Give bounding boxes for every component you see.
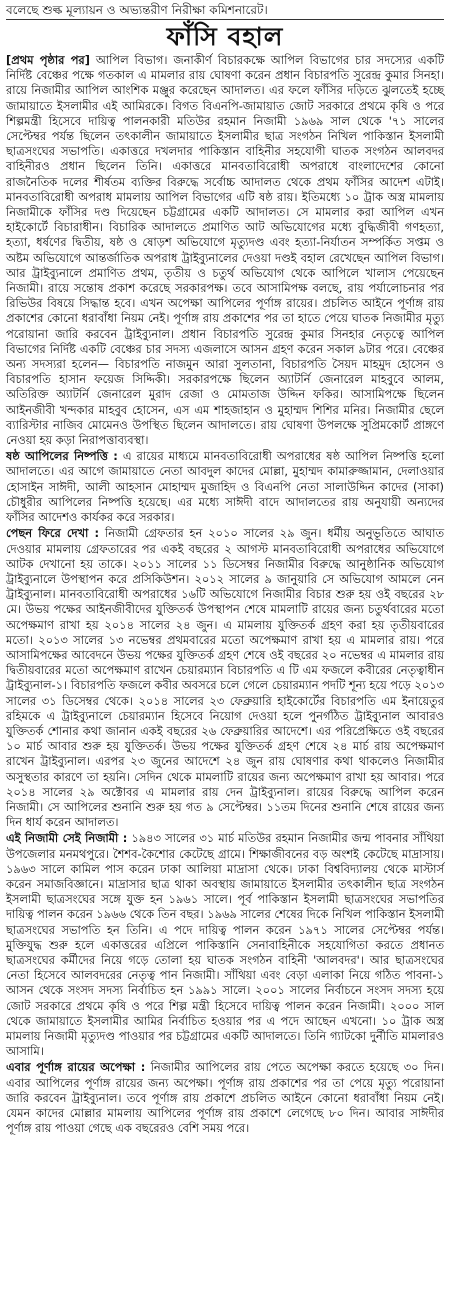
- subheading: পেছন ফিরে দেখা :: [6, 526, 100, 541]
- paragraph-text: নিজামী গ্রেফতার হন ২০১০ সালের ২৯ জুন। ধর্মীয় অনুভূতিতে আঘাত দেওয়ার মামলায় গ্রেফতারের পর একই বছরের ২ আগস্ট মানবতাবিরোধী অপরাধের অভিযোগে আটক দেখানো হয় তাকে। ২০১১ সালের ১১ ডিসেম্বর নিজামীর বিরুদ্ধে আনুষ্ঠানিক অভিযোগ ট্রাইব্যুনালে উপস্থাপন করে প্রসিকিউশন। ২০১২ সালের ৯ জানুয়ারি সে অভিযোগ আমলে নেন ট্রাইব্যুনাল। মানবতাবিরোধী অপরাধের ১৬টি অভিযোগে নিজামীর বিচার শুরু হয় ওই বছরের ২৮ মে। উভয় পক্ষের আইনজীবীদের যুক্তিতর্ক উপস্থাপন শেষে মামলাটি রায়ের জন্য চতুর্থবারের মতো অপেক্ষমাণ রাখা হয় ২০১৪ সালের ২৪ জুন। এ মামলায় যুক্তিতর্ক গ্রহণ করা হয় তৃতীয়বারের মতো। ২০১৩ সালের ১৩ নভেম্বর প্রথমবারের মতো অপেক্ষমাণ রাখা হয় এ মামলার রায়। পরে আসামিপক্ষের আবেদনে উভয় পক্ষের যুক্তিতর্ক গ্রহণ শেষে ওই বছরের ২০ নভেম্বর এ মামলার রায় দ্বিতীয়বারের মতো অপেক্ষমাণ রাখেন চেয়ারম্যান বিচারপতি এ টি এম ফজলে কবীরের নেতৃত্বাধীন ট্রাইব্যুনাল-১। বিচারপতি ফজলে কবীর অবসরে চলে গেলে চেয়ারম্যান পদটি শূন্য হয়ে পড়ে ২০১৩ সালের ৩১ ডিসেম্বর থেকে। ২০১৪ সালের ২৩ ফেব্রুয়ারি হাইকোর্টের বিচারপতি এম ইনায়েতুর রহিমকে এ ট্রাইব্যুনালে চেয়ারম্যান হিসেবে নিয়োগ দেওয়া হলে পুনর্গঠিত ট্রাইব্যুনাল আবারও যুক্তিতর্ক শোনার কথা জানান একই বছরের ২৬ ফেব্রুয়ারির আদেশে। এর পরিপ্রেক্ষিতে ওই বছরের ১০ মার্চ আবার শুরু হয় যুক্তিতর্ক। উভয় পক্ষের যুক্তিতর্ক গ্রহণ শেষে ২৪ মার্চ রায় অপেক্ষমাণ রাখেন ট্রাইব্যুনাল। এরপর ২৩ জুনের আদেশে ২৪ জুন রায় ঘোষণার কথা থাকলেও নিজামীর অসুস্থতার কারণে তা হয়নি। সেদিন থেকে মামলাটি রায়ের জন্য অপেক্ষমাণ রাখা হয় আবার। পরে ২০১৪ সালের ২৯ অক্টোবর এ মামলার রায় দেন ট্রাইব্যুনাল। রায়ের বিরুদ্ধে আপিল করেন নিজামী। সে আপিলের শুনানি শুরু হয় গত ৯ সেপ্টেম্বর। ১১তম দিনের শুনানি শেষে রায়ের জন্য দিন ধার্য করেন আদালত।: [6, 526, 444, 830]
- paragraph-text: ১৯৪৩ সালের ৩১ মার্চ মতিউর রহমান নিজামীর জন্ম পাবনার সাঁথিয়া উপজেলার মনমথপুরে। শৈশব-কৈশোর কেটেছে গ্রামে। শিক্ষাজীবনের বড় অংশই কেটেছে মাদ্রাসায়। ১৯৬৩ সালে কামিল পাস করেন ঢাকা আলিয়া মাদ্রাসা থেকে। ঢাকা বিশ্ববিদ্যালয় থেকে মাস্টার্স করেন সমাজবিজ্ঞানে। মাদ্রাসার ছাত্র থাকা অবস্থায় জামায়াতে ইসলামীর তৎকালীন ছাত্র সংগঠন ইসলামী ছাত্রসংঘের সঙ্গে যুক্ত হন ১৯৬১ সালে। পূর্ব পাকিস্তান ইসলামী ছাত্রসংঘের সভাপতির দায়িত্ব পালন করেন ১৯৬৬ থেকে তিন বছর। ১৯৬৯ সালের শেষের দিকে নিখিল পাকিস্তান ইসলামী ছাত্রসংঘের সভাপতি হন তিনি। এ পদে দায়িত্ব পালন করেন ১৯৭১ সালের সেপ্টেম্বর পর্যন্ত। মুক্তিযুদ্ধ শুরু হলে একাত্তরের এপ্রিলে পাকিস্তানি সেনাবাহিনীকে সহযোগিতা করতে প্রধানত ছাত্রসংঘের কর্মীদের নিয়ে গড়ে তোলা হয় ঘাতক সংগঠন বাহিনী 'আলবদর'। আর ছাত্রসংঘের নেতা হিসেবে আলবদরের নেতৃত্ব পান নিজামী। সাঁথিয়া এবং বেড়া এলাকা নিয়ে গঠিত পাবনা-১ আসন থেকে সংসদ সদস্য নির্বাচিত হন ১৯৯১ সালে। ২০০১ সালের নির্বাচনে সংসদ সদস্য হয়ে জোট সরকারে প্রথমে কৃষি ও পরে শিল্প মন্ত্রী হিসেবে দায়িত্ব পালন করেন নিজামী। ২০০০ সাল থেকে জামায়াতে ইসলামীর আমির নির্বাচিত হওয়ার পর এ পদে আছেন এখনো। ১০ ট্রাক অস্ত্র মামলায় নিজামী মৃত্যুদণ্ড পাওয়ার পর চট্টগ্রামের একটি আদালতে। তিনি গ্যাটকো দুর্নীতি মামলারও আসামি।: [6, 831, 444, 1059]
- subheading: ষষ্ঠ আপিলের নিষ্পত্তি :: [6, 449, 118, 464]
- continued-from-label: [প্রথম পৃষ্ঠার পর]: [6, 53, 90, 67]
- subheading: এবার পূর্ণাঙ্গ রায়ের অপেক্ষা :: [6, 1060, 146, 1075]
- article-paragraph: [6, 831, 444, 1059]
- article-paragraph: [6, 53, 444, 448]
- paragraph-text: এ রায়ের মাধ্যমে মানবতাবিরোধী অপরাধের ষষ্ঠ আপিল নিষ্পত্তি হলো আদালতে। এর আগে জামায়াতে নেতা আবদুল কাদের মোল্লা, মুহাম্মদ কামারুজ্জামান, দেলাওয়ার হোসাইন সাঈদী, আলী আহসান মোহাম্মদ মুজাহিদ ও বিএনপি নেতা সালাউদ্দিন কাদের (সাকা) চৌধুরীর আপিলের নিষ্পত্তি হয়েছে। এর মধ্যে সাঈদী বাদে আদালতের রায় অনুযায়ী অন্যদের ফাঁসির আদেশও কার্যকর করে সরকার।: [6, 449, 445, 525]
- article-paragraph: [6, 1060, 444, 1136]
- article-paragraph: [6, 449, 444, 525]
- subheading: এই নিজামী সেই নিজামী :: [6, 831, 128, 846]
- paragraph-text: আপিল বিভাগ। জনাকীর্ণ বিচারকক্ষে আপিল বিভাগের চার সদস্যের একটি নির্দিষ্ট বেঞ্চের পক্ষে গতকাল এ মামলার রায় ঘোষণা করেন প্রধান বিচারপতি সুরেন্দ্র কুমার সিনহা। রায়ে নিজামীর আপিল আংশিক মঞ্জুর করেছেন আদালত। এর ফলে ফাঁসির দড়িতে ঝুলতেই হচ্ছে জামায়াতে ইসলামীর এই আমিরকে। বিগত বিএনপি-জামায়াত জোট সরকারে প্রথমে কৃষি ও পরে শিল্পমন্ত্রী হিসেবে দায়িত্ব পালনকারী মতিউর রহমান নিজামী ১৯৬৯ সাল থেকে '৭১ সালের সেপ্টেম্বর পর্যন্ত ছিলেন তৎকালীন জামায়াতে ইসলামীর ছাত্র সংগঠন নিখিল পাকিস্তান ইসলামী ছাত্রসংঘের সভাপতি। একাত্তরে দখলদার পাকিস্তান বাহিনীর সহযোগী ঘাতক সংগঠন আলবদর বাহিনীরও প্রধান ছিলেন তিনি। একাত্তরে মানবতাবিরোধী অপরাধে বাংলাদেশের কোনো রাজনৈতিক দলের শীর্ষতম ব্যক্তির বিরুদ্ধে সর্বোচ্চ আদালত থেকে প্রথম ফাঁসির আদেশ এটাই। মানবতাবিরোধী অপরাধ মামলায় আপিল বিভাগের এটি ষষ্ঠ রায়। ইতিমধ্যে ১০ ট্রাক অস্ত্র মামলায় নিজামীকে ফাঁসির দণ্ড দিয়েছেন চট্টগ্রামের একটি আদালত। সে মামলার করা আপিল এখন হাইকোর্টে বিচারাধীন। বিচারিক আদালতে প্রমাণিত আট অভিযোগের মধ্যে বুদ্ধিজীবী গণহত্যা, হত্যা, ধর্ষণের দ্বিতীয়, ষষ্ঠ ও ষোড়শ অভিযোগে মৃত্যুদণ্ড এবং হত্যা-নির্যাতন সম্পর্কিত সপ্তম ও অষ্টম অভিযোগে আন্তর্জাতিক অপরাধ ট্রাইব্যুনালের দেওয়া দণ্ডই বহাল রেখেছেন আপিল বিভাগ। আর ট্রাইব্যুনালে প্রমাণিত প্রথম, তৃতীয় ও চতুর্থ অভিযোগ থেকে আপিলে খালাস পেয়েছেন নিজামী। রায়ে সন্তোষ প্রকাশ করেছে সরকারপক্ষ। তবে আসামিপক্ষ বলছে, রায় পর্যালোচনার পর রিভিউর বিষয়ে সিদ্ধান্ত হবে। এখন অপেক্ষা আপিলের পূর্ণাঙ্গ রায়ের। প্রচলিত আইনে পূর্ণাঙ্গ রায় প্রকাশের কোনো ধরাবাঁধা নিয়ম নেই। পূর্ণাঙ্গ রায় প্রকাশের পর তা হাতে পেয়ে ঘাতক নিজামীর মৃত্যু পরোয়ানা জারি করবেন ট্রাইব্যুনাল। প্রধান বিচারপতি সুরেন্দ্র কুমার সিনহার নেতৃত্বে আপিল বিভাগের নির্দিষ্ট একটি বেঞ্চের চার সদস্য এজলাসে আসন গ্রহণ করেন সকাল ৯টার পরে। বেঞ্চের অন্য সদস্যরা হলেন— বিচারপতি নাজমুন আরা সুলতানা, বিচারপতি সৈয়দ মাহমুদ হোসেন ও বিচারপতি হাসান ফয়েজ সিদ্দিকী। সরকারপক্ষে ছিলেন অ্যাটর্নি জেনারেল মাহবুবে আলম, অতিরিক্ত অ্যাটর্নি জেনারেল মুরাদ রেজা ও মোমতাজ উদ্দিন ফকির। আসামিপক্ষে ছিলেন আইনজীবী খন্দকার মাহবুব হোসেন, এস এম শাহজাহান ও মুহাম্মদ শিশির মনির। নিজামীর ছেলে ব্যারিস্টার নাজিব মোমেনও উপস্থিত ছিলেন আদালতে। রায় ঘোষণা উপলক্ষে সুপ্রিমকোর্ট প্রাঙ্গণে নেওয়া হয় কড়া নিরাপত্তাব্যবস্থা।: [6, 53, 444, 448]
- headline: ফাঁসি বহাল: [166, 22, 284, 51]
- article-paragraph: [6, 526, 444, 830]
- previous-article-tail: বলেছে শুল্ক মূল্যায়ন ও অভ্যন্তরীণ নিরীক্ষা কমিশনারেট।: [6, 2, 444, 20]
- paragraph-text: নিজামীর আপিলের রায় পেতে অপেক্ষা করতে হয়েছে ৩০ দিন। এবার আপিলের পূর্ণাঙ্গ রায়ের জন্য অপেক্ষা। পূর্ণাঙ্গ রায় প্রকাশের পর তা পেয়ে মৃত্যু পরোয়ানা জারি করবেন ট্রাইব্যুনাল। তবে পূর্ণাঙ্গ রায় প্রকাশে প্রচলিত আইনে কোনো ধরাবাঁধা নিয়ম নেই। যেমন কাদের মোল্লার মামলায় আপিলের পূর্ণাঙ্গ রায় প্রকাশে লেগেছে ৮০ দিন। আবার সাঈদীর পূর্ণাঙ্গ রায় পাওয়া গেছে এক বছরেরও বেশি সময় পরে।: [6, 1060, 445, 1136]
